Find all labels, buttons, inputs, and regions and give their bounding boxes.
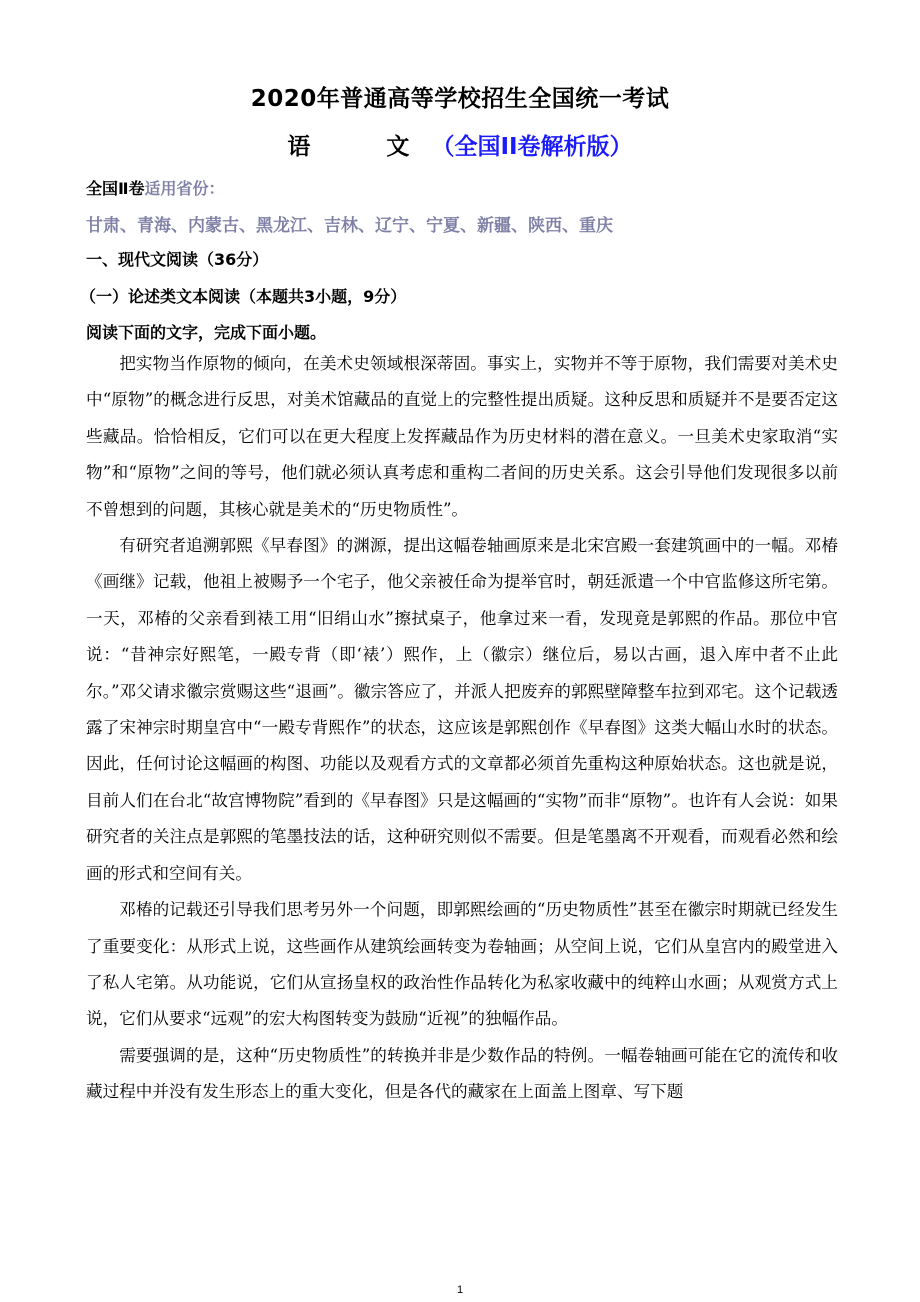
reading-passage — [86, 346, 838, 1111]
section-heading: 一、现代文阅读（36分） — [86, 250, 269, 269]
scope-label: 全国Ⅱ卷 — [86, 179, 145, 198]
subject-title — [0, 128, 920, 161]
reading-instruction: 阅读下面的文字，完成下面小题。 — [86, 323, 327, 342]
passage-paragraph-1: 把实物当作原物的倾向，在美术史领域根深蒂固。事实上，实物并不等于原物，我们需要对美术史中“原物”的概念进行反思，对美术馆藏品的直觉上的完整性提出质疑。这种反思和质疑并不是要否定这些藏品。恰恰相反，它们可以在更大程度上发挥藏品作为历史材料的潜在意义。一旦美术史家取消“实物”和“原物”之间的等号，他们就必须认真考虑和重构二者间的历史关系。这会引导他们发现很多以前不曾想到的问题，其核心就是美术的“历史物质性”。 — [86, 354, 838, 519]
province-list: 甘肃、青海、内蒙古、黑龙江、吉林、辽宁、宁夏、新疆、陕西、重庆 — [86, 216, 613, 236]
passage-paragraph-2: 有研究者追溯郭熙《早春图》的渊源，提出这幅卷轴画原来是北宋宫殿一套建筑画中的一幅。邓椿《画继》记载，他祖上被赐予一个宅子，他父亲被任命为提举官时，朝廷派遣一个中官监修这所宅第。一天，邓椿的父亲看到裱工用“旧绢山水”擦拭桌子，他拿过来一看，发现竟是郭熙的作品。那位中官说：“昔神宗好熙笔，一殿专背（即‘裱’）熙作，上（徽宗）继位后，易以古画，退入库中者不止此尔。”邓父请求徽宗赏赐这些“退画”。徽宗答应了，并派人把废弃的郭熙壁障整车拉到邓宅。这个记载透露了宋神宗时期皇宫中“一殿专背熙作”的状态，这应该是郭熙创作《早春图》这类大幅山水时的状态。因此，任何讨论这幅画的构图、功能以及观看方式的文章都必须首先重构这种原始状态。这也就是说，目前人们在台北“故宫博物院”看到的《早春图》只是这幅画的“实物”而非“原物”。也许有人会说：如果研究者的关注点是郭熙的笔墨技法的话，这种研究则似不需要。但是笔墨离不开观看，而观看必然和绘画的形式和空间有关。 — [86, 536, 838, 883]
scope-label-suffix: 适用省份： — [144, 179, 225, 198]
passage-paragraph-3: 邓椿的记载还引导我们思考另外一个问题，即郭熙绘画的“历史物质性”甚至在徽宗时期就已经发生了重要变化：从形式上说，这些画作从建筑绘画转变为卷轴画；从空间上说，它们从皇宫内的殿堂进入了私人宅第。从功能说，它们从宣扬皇权的政治性作品转化为私家收藏中的纯粹山水画；从观赏方式上说，它们从要求“远观”的宏大构图转变为鼓励“近视”的独幅作品。 — [86, 900, 838, 1029]
edition-label: （全国II卷解析版） — [431, 134, 633, 160]
section-subheading: （一）论述类文本阅读（本题共3小题，9分） — [80, 287, 407, 306]
subject-name: 语 文 — [287, 134, 444, 160]
exam-title: 2020年普通高等学校招生全国统一考试 — [250, 86, 670, 112]
scope-line — [86, 176, 225, 199]
page-number: 1 — [456, 1284, 464, 1296]
passage-paragraph-4: 需要强调的是，这种“历史物质性”的转换并非是少数作品的特例。一幅卷轴画可能在它的流传和收藏过程中并没有发生形态上的重大变化，但是各代的藏家在上面盖上图章、写下题 — [86, 1045, 838, 1102]
